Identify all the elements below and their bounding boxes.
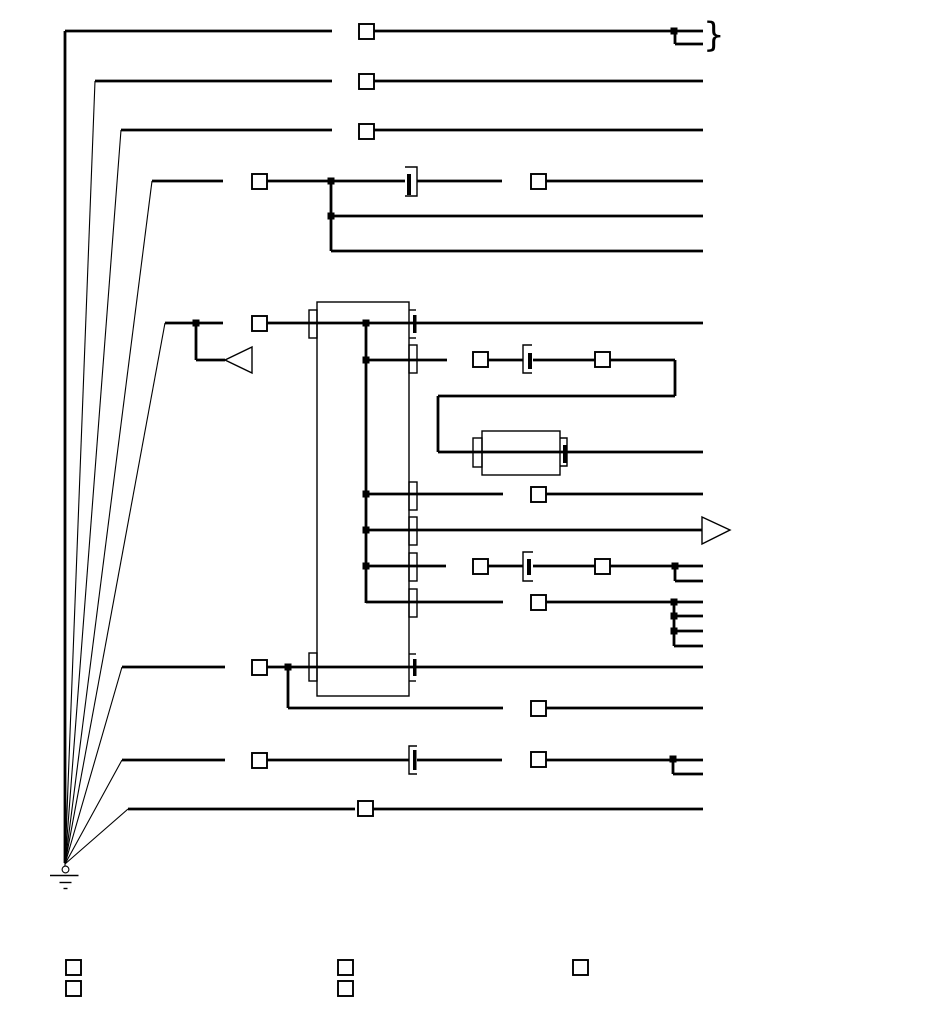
junction-dot bbox=[363, 320, 370, 327]
connector-square bbox=[252, 316, 267, 331]
legend-square bbox=[338, 981, 353, 996]
connector-square bbox=[473, 352, 488, 367]
ground-wire bbox=[65, 667, 122, 864]
junction-dot bbox=[672, 563, 679, 570]
junction-dot bbox=[671, 628, 678, 635]
junction-dot bbox=[671, 613, 678, 620]
off-page-arrow-left bbox=[225, 347, 252, 373]
terminal-bar bbox=[413, 315, 417, 333]
ground-wire bbox=[65, 130, 121, 864]
legend-square bbox=[573, 960, 588, 975]
connector-square bbox=[252, 660, 267, 675]
connector-square bbox=[359, 124, 374, 139]
legend-square bbox=[66, 960, 81, 975]
junction-dot bbox=[328, 213, 335, 220]
off-page-arrow-right bbox=[702, 517, 730, 544]
terminal-bar bbox=[563, 445, 567, 463]
connector-square bbox=[531, 752, 546, 767]
legend-square bbox=[66, 981, 81, 996]
terminal-bar bbox=[527, 559, 531, 575]
ground-wire bbox=[65, 760, 122, 864]
connector-square bbox=[531, 595, 546, 610]
junction-dot bbox=[285, 664, 292, 671]
grouping-brace: } bbox=[703, 15, 725, 56]
junction-dot bbox=[193, 320, 200, 327]
terminal-bar bbox=[413, 750, 417, 770]
junction-dot bbox=[670, 756, 677, 763]
junction-dot bbox=[363, 527, 370, 534]
connector-square bbox=[252, 753, 267, 768]
ground-wire bbox=[65, 809, 128, 864]
connector-square bbox=[252, 174, 267, 189]
connector-square bbox=[359, 74, 374, 89]
junction-dot bbox=[363, 491, 370, 498]
ground-wire bbox=[65, 323, 165, 864]
connector-square bbox=[595, 559, 610, 574]
ground-circle bbox=[62, 866, 69, 873]
junction-dot bbox=[363, 563, 370, 570]
connector-square bbox=[531, 174, 546, 189]
connector-square bbox=[595, 352, 610, 367]
terminal-bar bbox=[407, 174, 411, 195]
connector-square bbox=[358, 801, 373, 816]
legend-square bbox=[338, 960, 353, 975]
connector-square bbox=[531, 487, 546, 502]
junction-dot bbox=[328, 178, 335, 185]
connector-pin bbox=[409, 482, 417, 510]
junction-dot bbox=[671, 28, 678, 35]
connector-square bbox=[531, 701, 546, 716]
connector-square bbox=[359, 24, 374, 39]
connector-square bbox=[473, 559, 488, 574]
junction-dot bbox=[671, 599, 678, 606]
junction-dot bbox=[363, 357, 370, 364]
terminal-bar bbox=[528, 353, 532, 369]
terminal-bar bbox=[413, 659, 417, 676]
